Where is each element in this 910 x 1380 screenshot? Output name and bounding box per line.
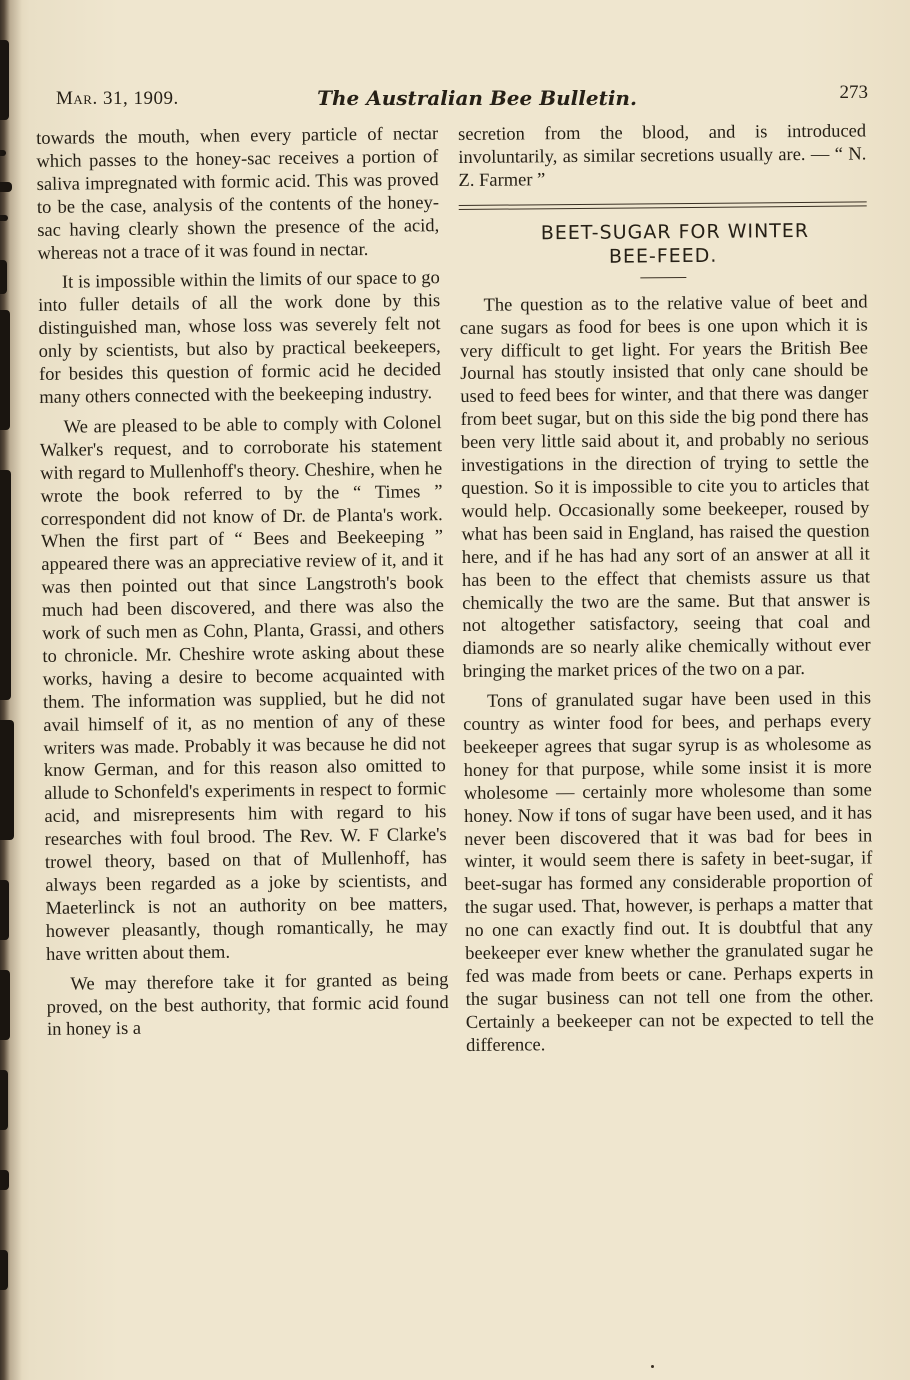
edge-damage [0, 215, 8, 221]
edge-damage [0, 1250, 8, 1290]
edge-damage [0, 310, 10, 430]
left-column [36, 123, 449, 1049]
short-rule-divider [640, 277, 686, 278]
paragraph: The question as to the relative value of beet and cane sugars as food for bees is one upon which it is very difficult to get light. For years the British Bee Journal has stoutly insisted that only cane should be used to feed bees for winter, and that there was danger from beet sugar, but on this side the big pond there has been very little said about it, and probably no serious investigations in the direction of trying to settle the question. So it is impossible to cite you to articles that would help. Occasionally some beekeeper, roused by what has been said in England, has raised the question here, and if he has had any sort of an answer at all it has been to the effect that chemists assure us that chemically the two are the same. But that answer is not altogether satisfactory, seeing that coal and diamonds are so nearly alike chemically without ever bringing the market prices of the two on a par. [459, 292, 871, 683]
right-column [458, 120, 874, 1064]
paragraph: Tons of granulated sugar have been used in this country as winter food for bees, and perhaps every beekeeper agrees that sugar syrup is as wholesome as honey for that purpose, while some insist it is more wholesome — certainly more wholesome than some honey. Now if tons of sugar have been used, and it has never been discovered that it was bad for bees in winter, it would seem there is safety in beet-sugar, if beet-sugar has formed any considerable proportion of the sugar used. That, however, is perhaps a matter that no one can exactly find out. It is doubtful that any beekeeper ever knew whether the granulated sugar he fed was made from beets or cane. Perhaps experts in the sugar business can not tell one from the other. Certainly a beekeeper can not be expected to tell the difference. [463, 688, 874, 1056]
edge-damage [0, 182, 12, 192]
print-speck [651, 1365, 654, 1368]
paragraph: It is impossible within the limits of our space to go into fuller details of all the work done by this distinguished man, whose loss was severely felt not only by scientists, but also by practical beekeepers, for besides this question of formic acid he decided many others connected with the beekeeping industry. [38, 268, 442, 408]
headline-line: BEET-SUGAR FOR WINTER [540, 219, 810, 244]
edge-damage [0, 970, 10, 1040]
double-rule-divider [459, 201, 867, 210]
article-headline [459, 218, 867, 270]
headline-line: BEE-FEED. [608, 244, 718, 268]
edge-damage [0, 1170, 9, 1190]
edge-damage [0, 260, 7, 294]
journal-title: The Australian Bee Bulletin. [317, 86, 637, 110]
paragraph: We are pleased to be able to comply with Colonel Walker's request, and to corroborate his statement with regard to Mullenhoff's theory. Cheshire, when he wrote the book referred to by the “ Times ” correspondent did not know of Dr. de Planta's work. When the first part of “ Bees and Beekeeping ” appeared there was an appreciative review of it, and it was then pointed out that since Langstroth's book much had been discovered, and there was also the work of such men as Cohn, Planta, Grassi, and others to chronicle. Mr. Cheshire wrote asking about these works, having a desire to become acquainted with them. The information was supplied, but he did not avail himself of it, as no mention of any of these writers was made. Probably it was because he did not know German, and for this reason also omitted to allude to Schonfeld's experiments in respect to formic acid, and misrepresents him with regard to his researches with foul brood. The Rev. W. F Clarke's trowel theory, based on that of Mullenhoff, has always been regarded as a joke by scientists, and Maeterlinck is not an authority on bee matters, however pleasantly, though romantically, he may have written about them. [39, 412, 448, 965]
edge-damage [0, 40, 9, 120]
edge-damage [0, 1070, 8, 1130]
paragraph: secretion from the blood, and is introduced involuntarily, as similar secretions usually are. — “ N. Z. Farmer ” [458, 121, 867, 191]
paragraph: We may therefore take it for granted as being proved, on the best authority, that formic acid found in honey is a [46, 969, 449, 1041]
issue-date: Mar. 31, 1909. [56, 88, 179, 109]
edge-damage [0, 880, 9, 940]
edge-damage [0, 150, 6, 156]
edge-damage [0, 720, 14, 840]
page-number: 273 [839, 82, 868, 103]
running-header [56, 82, 868, 112]
edge-damage [0, 470, 11, 700]
torn-page-edge [0, 0, 22, 1380]
paragraph: towards the mouth, when every particle of nectar which passes to the honey-sac receives a portion of saliva impregnated with formic acid. This was proved to be the case, analysis of the contents of the honey-sac having clearly shown the presence of the acid, whereas not a trace of it was found in nectar. [36, 124, 440, 264]
